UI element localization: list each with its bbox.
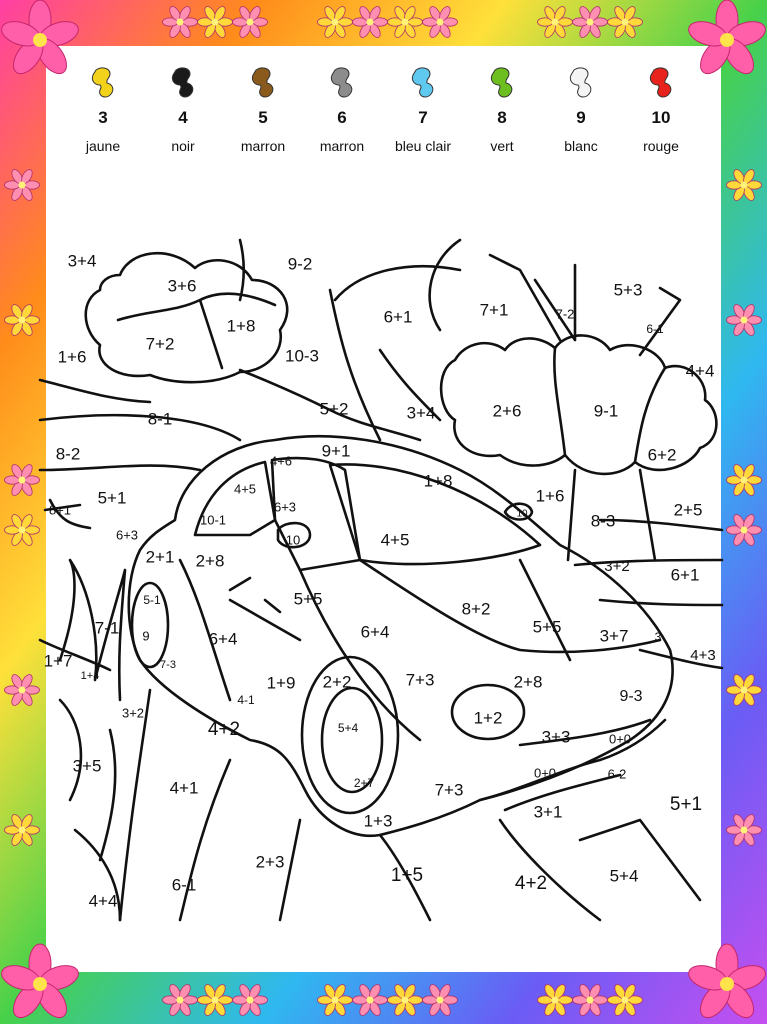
region-label: 7+2: [145, 334, 175, 354]
region-label: 4+5: [233, 481, 257, 497]
region-label: 2+1: [145, 547, 175, 567]
region-label: 7-1: [94, 618, 120, 638]
legend-number: 8: [497, 108, 507, 127]
region-label: 6+3: [273, 499, 297, 515]
region-label: 4+6: [269, 453, 293, 469]
region-label: 4+2: [207, 719, 241, 741]
cloud-left-outline: [86, 253, 287, 382]
region-label: 5+1: [669, 794, 703, 816]
legend-color-name: bleu clair: [394, 138, 452, 154]
legend-color-name: marron: [240, 138, 286, 154]
region-label: 2+6: [492, 401, 522, 421]
region-label: 2+2: [322, 672, 352, 692]
region-label: 6+1: [670, 565, 700, 585]
region-label: 2+8: [195, 551, 225, 571]
legend-number: 6: [337, 108, 347, 127]
region-label: 8-3: [590, 511, 616, 531]
region-label: 2+8: [513, 672, 543, 692]
region-label: 1+2: [473, 708, 503, 728]
region-label: 3+5: [72, 756, 102, 776]
region-label: 4+4: [88, 891, 118, 911]
legend-color-name: marron: [319, 138, 365, 154]
region-label: 7-2: [555, 306, 575, 322]
legend-color-name: vert: [490, 138, 514, 154]
region-label: 8+2: [461, 599, 491, 619]
legend-color-name: jaune: [85, 138, 121, 154]
region-label: 7+3: [434, 780, 464, 800]
region-label: 10: [285, 532, 301, 548]
region-label: 6+4: [360, 622, 390, 642]
legend-color-name: noir: [171, 138, 195, 154]
region-label: 0+0: [608, 731, 632, 747]
region-label: 1+8: [226, 316, 256, 336]
legend-color-name: blanc: [564, 138, 598, 154]
region-label: 6+4: [208, 629, 238, 649]
region-label: 3+7: [599, 626, 629, 646]
region-label: 6-1: [171, 875, 197, 895]
region-label: 3+1: [533, 802, 563, 822]
region-label: 5+3: [613, 280, 643, 300]
region-label: 10-3: [284, 346, 320, 366]
region-label: 5+5: [293, 589, 323, 609]
region-label: 2+5: [673, 500, 703, 520]
region-label: 3+4: [67, 251, 97, 271]
region-label: 1+5: [390, 865, 424, 887]
region-label: 7+3: [405, 670, 435, 690]
legend-number: 3: [98, 108, 108, 127]
region-label: 2+3: [255, 852, 285, 872]
region-label: 1+7: [43, 651, 73, 671]
region-label: 5-1: [143, 593, 161, 608]
region-label: 5+1: [97, 488, 127, 508]
region-label: 0+0: [533, 765, 557, 781]
region-label: 4-1: [237, 693, 255, 708]
region-label: 8-2: [55, 444, 81, 464]
region-label: 8+1: [48, 502, 72, 518]
region-label: 3+3: [541, 727, 571, 747]
region-label: 2+7: [353, 776, 375, 791]
region-label: 5+4: [609, 866, 639, 886]
region-label: 4+2: [514, 873, 548, 895]
region-label: 9-1: [593, 401, 619, 421]
region-label: 1+6: [57, 347, 87, 367]
region-label: 1+6: [535, 486, 565, 506]
region-label: 10: [516, 508, 528, 520]
region-label: 9+1: [321, 441, 351, 461]
region-label: 1+9: [266, 673, 296, 693]
region-label: 5+5: [532, 617, 562, 637]
region-label: 4+5: [380, 530, 410, 550]
region-label: 3+4: [406, 403, 436, 423]
region-label: 6+1: [383, 307, 413, 327]
region-label: 10-1: [199, 512, 227, 528]
region-label: 9: [142, 628, 150, 644]
region-label: 4+4: [685, 361, 715, 381]
region-label: 1+3: [363, 811, 393, 831]
legend-number: 5: [258, 108, 268, 127]
region-label: 6-2: [607, 766, 627, 782]
region-label: 1+8: [423, 471, 453, 491]
region-label: 6+3: [115, 527, 139, 543]
region-label: 7-3: [160, 658, 176, 671]
region-label: 5+2: [319, 399, 349, 419]
legend-number: 9: [576, 108, 586, 127]
grass-blades: [60, 560, 125, 920]
region-label: 6+2: [647, 445, 677, 465]
region-label: 5+4: [337, 721, 359, 736]
region-label: 4+3: [690, 646, 716, 664]
legend-number: 10: [651, 108, 671, 127]
region-label: 8-1: [147, 409, 173, 429]
region-label: 9-3: [619, 688, 643, 706]
region-label: 4+1: [169, 778, 199, 798]
region-label: 9-2: [287, 254, 313, 274]
region-label: 7+1: [479, 300, 509, 320]
region-label: 3+6: [167, 276, 197, 296]
region-label: 3: [654, 630, 662, 645]
legend-color-name: rouge: [643, 138, 679, 154]
legend-number: 7: [418, 108, 428, 127]
region-label: 6-1: [646, 322, 664, 337]
legend-number: 4: [178, 108, 188, 127]
region-label: 3+2: [121, 705, 145, 721]
region-label: 1+4: [80, 669, 100, 682]
region-label: 3+2: [604, 557, 630, 575]
